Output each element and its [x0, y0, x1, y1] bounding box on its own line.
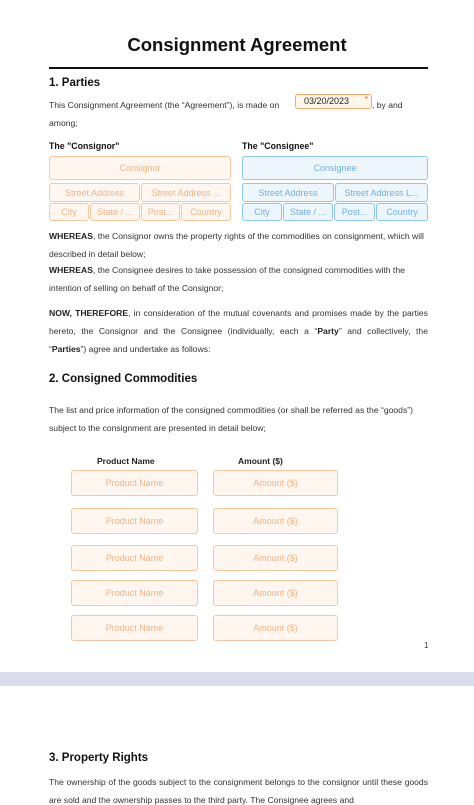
consignor-country-field[interactable]: Country — [181, 203, 231, 221]
commodities-intro: The list and price information of the consigned commodities (or shall be referred as the “goods”) subject to the consignment are presented in detail below; — [49, 405, 413, 433]
document-title: Consignment Agreement — [127, 34, 347, 55]
amount-field-4[interactable]: Amount ($) — [213, 580, 338, 606]
column-header-amount: Amount ($) — [238, 456, 283, 466]
consignor-name-field[interactable]: Consignor — [49, 156, 231, 180]
whereas-clause-1 — [49, 227, 428, 263]
intro-line-2: among; — [49, 118, 78, 128]
required-mark: * — [364, 95, 368, 104]
consignee-country-field[interactable]: Country — [376, 203, 428, 221]
product-name-field-2[interactable]: Product Name — [71, 508, 198, 534]
product-name-field-3[interactable]: Product Name — [71, 545, 198, 571]
consignee-street-address-field[interactable]: Street Address — [242, 183, 334, 202]
now-therefore-text-1: , in consideration of the mutual covenants and promises made by the parties hereto, the Consignor and the Consignee (individually, each a “ — [49, 308, 428, 336]
consignee-street-address-2-field[interactable]: Street Address L... — [335, 183, 428, 202]
consignee-name-field[interactable]: Consignee — [242, 156, 428, 180]
consignee-label: The "Consignee" — [242, 141, 314, 151]
whereas-1-text: , the Consignor owns the property rights of the commodities on consignment, which will described in detail below; — [49, 231, 424, 259]
section-heading-commodities: 2. Consigned Commodities — [49, 373, 198, 385]
consignor-city-field[interactable]: City — [49, 203, 89, 221]
product-name-field-1[interactable]: Product Name — [71, 470, 198, 496]
column-header-product: Product Name — [97, 456, 155, 466]
whereas-clause-2 — [49, 261, 428, 297]
section-heading-parties: 1. Parties — [49, 77, 101, 89]
consignor-street-address-field[interactable]: Street Address — [49, 183, 140, 202]
section-heading-property-rights: 3. Property Rights — [49, 752, 149, 764]
title-divider — [49, 67, 428, 69]
whereas-2-bold: WHEREAS — [49, 265, 93, 275]
party-term: Party — [317, 326, 339, 336]
consignee-state-field[interactable]: State / ... — [283, 203, 333, 221]
amount-field-1[interactable]: Amount ($) — [213, 470, 338, 496]
amount-field-2[interactable]: Amount ($) — [213, 508, 338, 534]
intro-before-date: This Consignment Agreement (the “Agreement”), is made on — [49, 100, 280, 110]
parties-term: Parties — [51, 344, 81, 354]
consignor-street-address-2-field[interactable]: Street Address ... — [141, 183, 231, 202]
document-page-2 — [0, 686, 474, 805]
intro-after-date: , by and — [372, 100, 403, 110]
consignee-postal-field[interactable]: Post... — [334, 203, 375, 221]
intro-text — [49, 96, 299, 114]
whereas-2-text: , the Consignee desires to take possession of the consigned commodities with the intention of selling on behalf of the Consignor; — [49, 265, 405, 293]
consignor-postal-field[interactable]: Post... — [141, 203, 180, 221]
now-therefore-bold: NOW, THEREFORE — [49, 308, 129, 318]
consignor-label: The "Consignor" — [49, 141, 120, 151]
page-number: 1 — [424, 641, 429, 650]
property-rights-text: The ownership of the goods subject to the consignment belongs to the consignor until these goods are sold and the ownership passes to the third party. The Consignee agrees and — [49, 777, 428, 805]
date-value: 03/20/2023 — [304, 96, 350, 106]
page-break-gap — [0, 672, 474, 686]
now-therefore-text-3: ”) agree and undertake as follows: — [80, 344, 211, 354]
product-name-field-4[interactable]: Product Name — [71, 580, 198, 606]
consignor-state-field[interactable]: State / ... — [90, 203, 140, 221]
now-therefore-clause — [49, 304, 428, 358]
agreement-date-field[interactable] — [295, 94, 372, 109]
amount-field-5[interactable]: Amount ($) — [213, 615, 338, 641]
product-name-field-5[interactable]: Product Name — [71, 615, 198, 641]
now-therefore-text-2: ” and collectively, the “ — [49, 326, 428, 354]
whereas-1-bold: WHEREAS — [49, 231, 93, 241]
amount-field-3[interactable]: Amount ($) — [213, 545, 338, 571]
consignee-city-field[interactable]: City — [242, 203, 282, 221]
